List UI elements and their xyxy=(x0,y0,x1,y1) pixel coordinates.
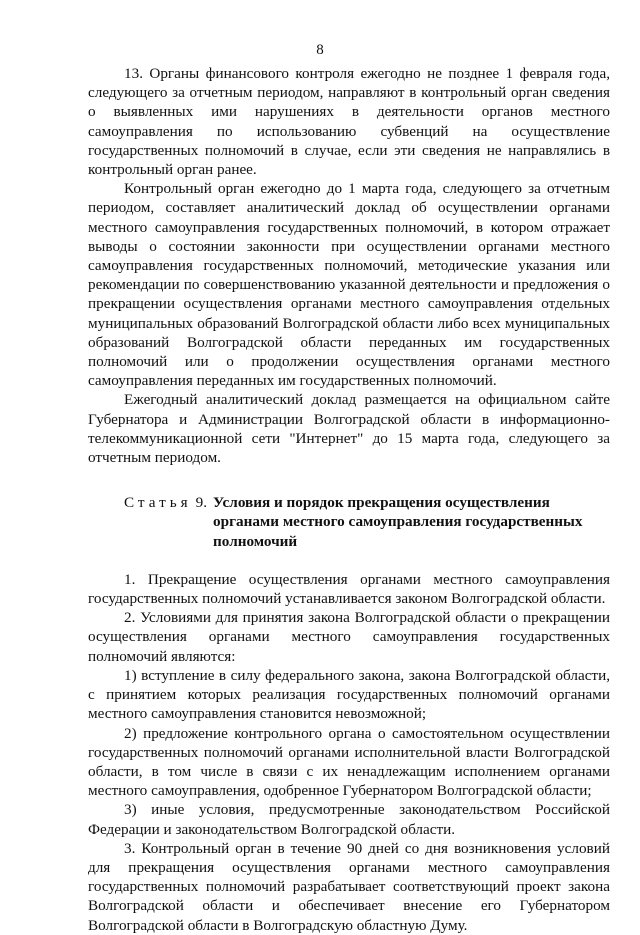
list-item-1-federal-law: 1) вступление в силу федерального закона, закона Волгоградской области, с принятием которых реализация государственных полномочий органами местного самоуправления становится невозможной; xyxy=(88,666,610,723)
paragraph-1-termination: 1. Прекращение осуществления органами местного самоуправления государственных полномочий устанавливается законом Волгоградской области. xyxy=(88,570,610,608)
article-word: Статья xyxy=(124,494,192,512)
article-title: Условия и порядок прекращения осуществления органами местного самоуправления государственных полномочий xyxy=(213,494,583,550)
paragraph-2-conditions: 2. Условиями для принятия закона Волгоградской области о прекращении осуществления органами местного самоуправления государственных полномочий являются: xyxy=(88,609,610,665)
page-number: 8 xyxy=(316,42,324,58)
article-heading xyxy=(88,493,610,551)
list-item-2-control-proposal: 2) предложение контрольного органа о самостоятельном осуществлении государственных полномочий органами исполнительной власти Волгоградской области, в том числе в связи с их ненадлежащим исполнением органами местного самоуправления, одобренное Губернатором Волгоградской области; xyxy=(88,724,610,800)
paragraph-3-draft-law: 3. Контрольный орган в течение 90 дней со дня возникновения условий для прекращения осуществления органами местного самоуправления государственных полномочий разрабатывает соответствующий проект закона Волгоградской области и обеспечивает внесение его Губернатором Волгоградской области в Волгоградскую областную Думу. xyxy=(88,839,610,934)
document-body xyxy=(88,64,610,935)
paragraph-13-financial-control: 13. Органы финансового контроля ежегодно не позднее 1 февраля года, следующего за отчетным периодом, направляют в контрольный орган сведения о выявленных ими нарушениях в деятельности органов местного самоуправления по использованию субвенций на осуществление государственных полномочий в случае, если эти сведения не направлялись в контрольный орган ранее. xyxy=(88,65,610,179)
section-spacer xyxy=(88,551,610,570)
paragraph-report-publication: Ежегодный аналитический доклад размещается на официальном сайте Губернатора и Администрации Волгоградской области в информационно-телекоммуникационной сети "Интернет" до 15 марта года, следующего за отчетным периодом. xyxy=(88,391,610,467)
article-number: 9. xyxy=(195,494,208,512)
list-item-3-other-conditions: 3) иные условия, предусмотренные законодательством Российской Федерации и законодательством Волгоградской области. xyxy=(88,801,610,838)
paragraph-analytical-report: Контрольный орган ежегодно до 1 марта года, следующего за отчетным периодом, составляет аналитический доклад об осуществлении органами местного самоуправления государственных полномочий, в котором отражает выводы о состоянии законности при осуществлении органами местного самоуправления государственных полномочий, методические указания или рекомендации по совершенствованию указанной деятельности и предложения о прекращении осуществления органами местного самоуправления отдельных муниципальных образований Волгоградской области либо всех муниципальных образований Волгоградской области переданных им государственных полномочий или о продолжении осуществления органами местного самоуправления переданных им государственных полномочий. xyxy=(88,180,610,390)
